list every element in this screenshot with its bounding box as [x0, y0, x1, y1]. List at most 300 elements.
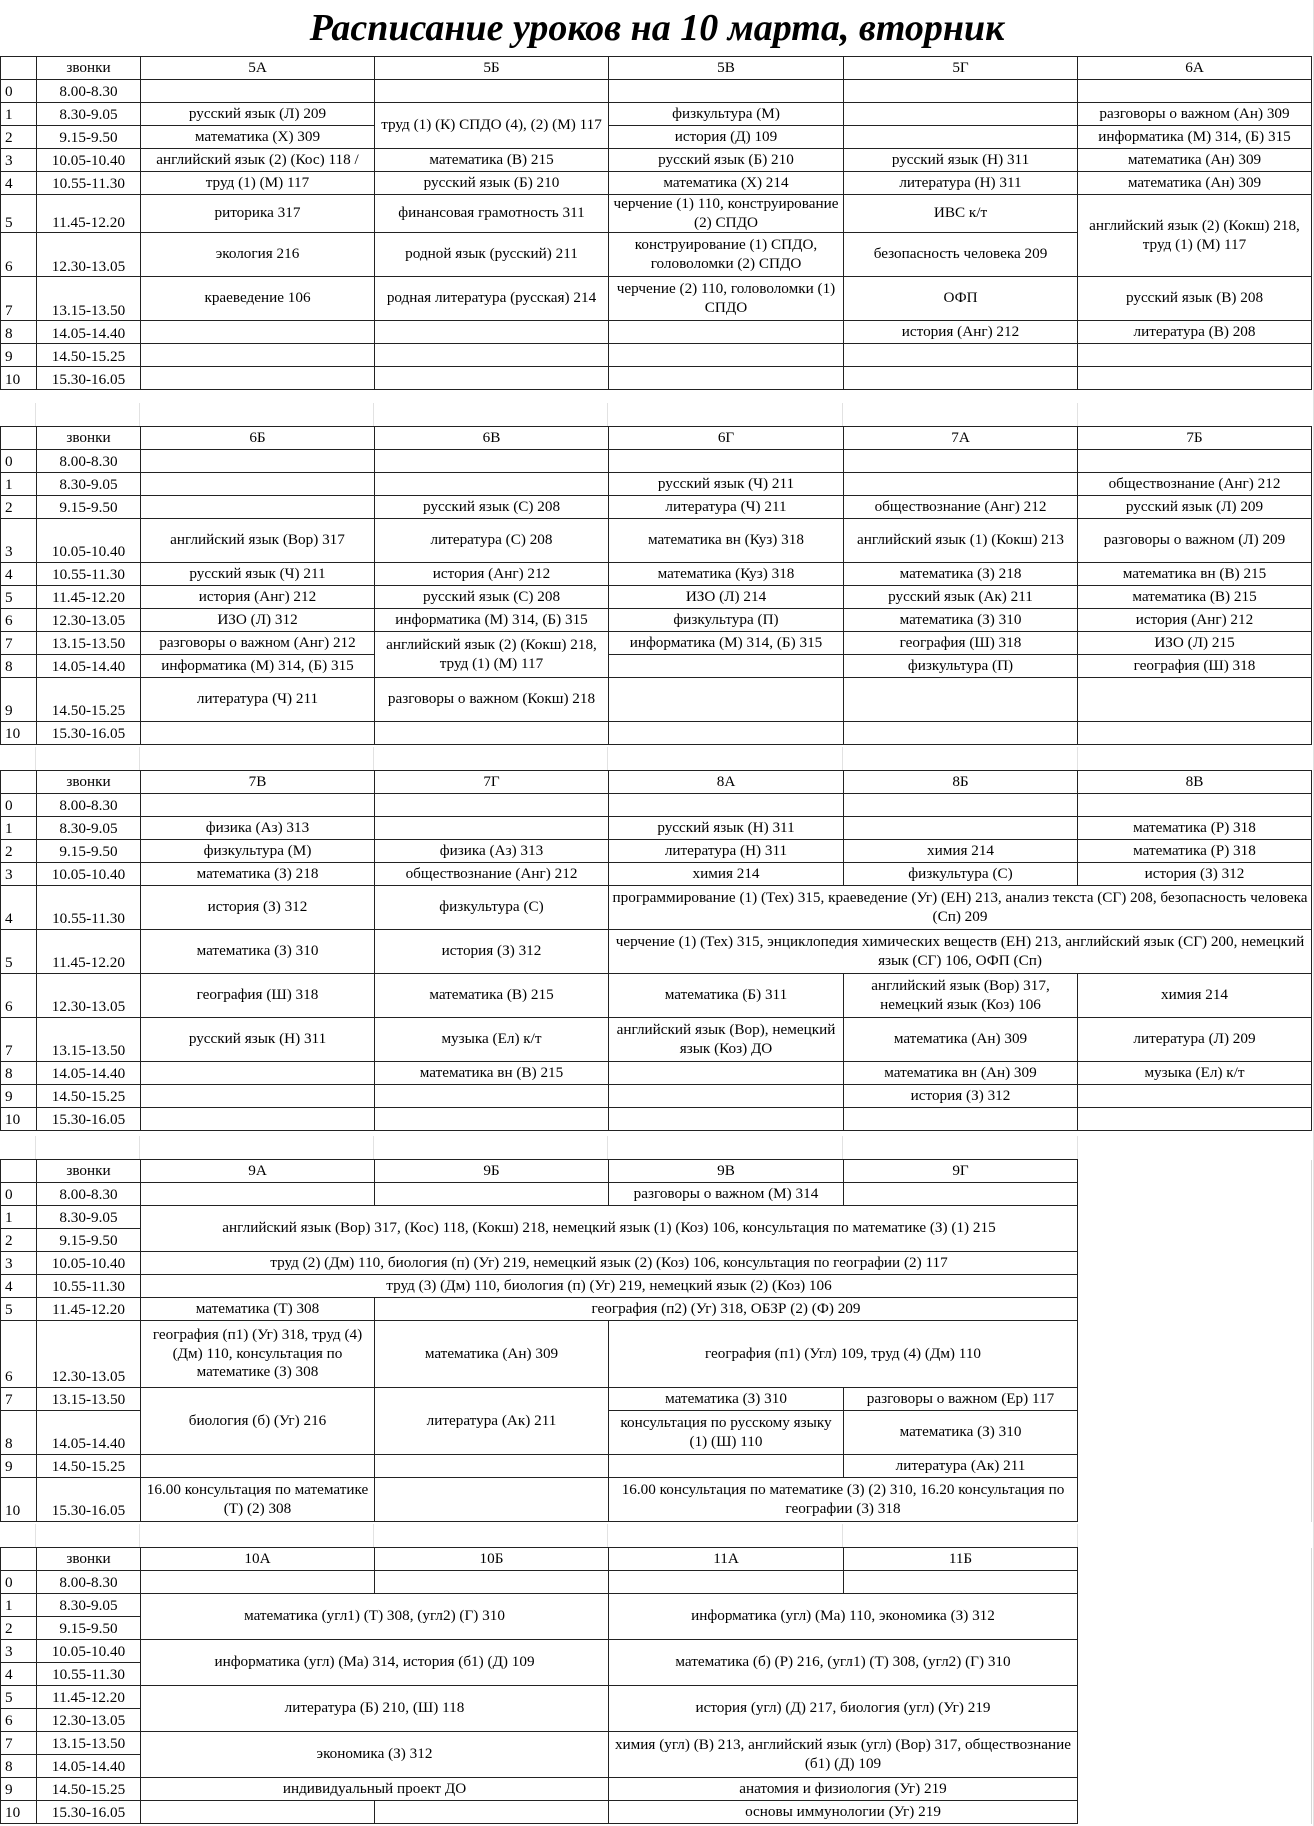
bell-time: 13.15-13.50	[37, 1388, 141, 1411]
bell-time: 11.45-12.20	[37, 586, 141, 609]
bell-time: 10.55-11.30	[37, 172, 141, 195]
lesson-row	[1, 794, 1312, 817]
bell-time: 12.30-13.05	[37, 1321, 141, 1388]
lesson-row	[1, 172, 1312, 195]
bell-time: 12.30-13.05	[37, 233, 141, 277]
lesson-cell: русский язык (Л) 209	[1078, 496, 1312, 519]
lesson-number: 4	[1, 172, 37, 195]
lesson-cell	[609, 1571, 844, 1594]
lesson-cell: литература (Л) 209	[1078, 1018, 1312, 1062]
lesson-cell: ИЗО (Л) 214	[609, 586, 844, 609]
lesson-cell: литература (С) 208	[375, 519, 609, 563]
lesson-row	[1, 840, 1312, 863]
lesson-number: 10	[1, 367, 37, 390]
lesson-cell	[375, 794, 609, 817]
lesson-cell: разговоры о важном (Ер) 117	[844, 1388, 1078, 1411]
lesson-row	[1, 609, 1312, 632]
lesson-row	[1, 817, 1312, 840]
lesson-row	[1, 1732, 1312, 1755]
lesson-cell	[844, 1571, 1078, 1594]
lesson-cell: математика (Ан) 309	[375, 1321, 609, 1388]
lesson-number: 5	[1, 930, 37, 974]
lesson-cell	[1078, 1108, 1312, 1131]
lesson-cell	[1078, 367, 1312, 390]
lesson-row	[1, 586, 1312, 609]
lesson-cell: математика (В) 215	[375, 974, 609, 1018]
lesson-cell: литература (Н) 311	[609, 840, 844, 863]
bell-time: 9.15-9.50	[37, 496, 141, 519]
lesson-cell	[1078, 1206, 1312, 1229]
lesson-cell: математика (З) 218	[141, 863, 375, 886]
lesson-cell	[375, 473, 609, 496]
class-header: 7В	[141, 771, 375, 794]
lesson-cell: литература (Ак) 211	[844, 1455, 1078, 1478]
lesson-cell: математика (З) 218	[844, 563, 1078, 586]
lesson-cell	[1078, 1686, 1312, 1709]
bell-time: 8.30-9.05	[37, 817, 141, 840]
lesson-number: 10	[1, 1108, 37, 1131]
bell-time: 9.15-9.50	[37, 1617, 141, 1640]
lesson-cell: физкультура (П)	[609, 609, 844, 632]
lesson-number: 3	[1, 863, 37, 886]
lesson-cell	[1078, 1388, 1312, 1411]
lesson-cell	[609, 655, 844, 678]
lesson-cell: родная литература (русская) 214	[375, 277, 609, 321]
bell-time: 10.55-11.30	[37, 563, 141, 586]
lesson-cell	[609, 794, 844, 817]
lesson-cell: индивидуальный проект ДО	[141, 1778, 609, 1801]
bell-time: 15.30-16.05	[37, 722, 141, 745]
class-header: 5Б	[375, 57, 609, 80]
bell-time: 8.30-9.05	[37, 1594, 141, 1617]
lesson-cell	[844, 344, 1078, 367]
lesson-cell: английский язык (1) (Кокш) 213	[844, 519, 1078, 563]
lesson-cell: безопасность человека 209	[844, 233, 1078, 277]
lesson-cell: математика (угл1) (Т) 308, (угл2) (Г) 310	[141, 1594, 609, 1640]
lesson-cell	[1078, 1778, 1312, 1801]
lesson-number: 5	[1, 586, 37, 609]
lesson-cell	[1078, 678, 1312, 722]
lesson-number: 6	[1, 233, 37, 277]
lesson-cell: математика (З) 310	[844, 609, 1078, 632]
bell-time: 14.50-15.25	[37, 1778, 141, 1801]
lesson-number: 8	[1, 321, 37, 344]
bell-time: 11.45-12.20	[37, 1298, 141, 1321]
lesson-cell: математика (Р) 318	[1078, 840, 1312, 863]
header-row	[1, 771, 1312, 794]
lesson-cell	[1078, 1617, 1312, 1640]
lesson-cell	[609, 1085, 844, 1108]
lesson-cell	[609, 1062, 844, 1085]
row-number-header	[1, 57, 37, 80]
lesson-cell: история (Д) 109	[609, 126, 844, 149]
lesson-row	[1, 1108, 1312, 1131]
bell-time: 13.15-13.50	[37, 1018, 141, 1062]
class-header: 11А	[609, 1548, 844, 1571]
lesson-cell: русский язык (Ч) 211	[609, 473, 844, 496]
lesson-cell	[844, 1183, 1078, 1206]
lesson-cell	[1078, 1801, 1312, 1824]
lesson-row	[1, 103, 1312, 126]
lesson-cell	[1078, 1594, 1312, 1617]
lesson-cell	[141, 367, 375, 390]
bell-time: 15.30-16.05	[37, 367, 141, 390]
bell-time: 8.30-9.05	[37, 103, 141, 126]
bell-time: 9.15-9.50	[37, 840, 141, 863]
lesson-cell: разговоры о важном (Анг) 212	[141, 632, 375, 655]
lesson-cell: экономика (З) 312	[141, 1732, 609, 1778]
lesson-cell	[375, 321, 609, 344]
lesson-row	[1, 473, 1312, 496]
lesson-row	[1, 1594, 1312, 1617]
class-header: 10Б	[375, 1548, 609, 1571]
lesson-cell: математика (В) 215	[375, 149, 609, 172]
lesson-cell: труд (2) (Дм) 110, биология (п) (Уг) 219, немецкий язык (2) (Коз) 106, консультация по географии (2) 117	[141, 1252, 1078, 1275]
bell-time: 13.15-13.50	[37, 632, 141, 655]
lesson-number: 6	[1, 1709, 37, 1732]
lesson-cell: труд (1) (М) 117	[141, 172, 375, 195]
lesson-cell: английский язык (2) (Кос) 118 /	[141, 149, 375, 172]
lesson-number: 5	[1, 1686, 37, 1709]
lesson-cell: разговоры о важном (Ан) 309	[1078, 103, 1312, 126]
lesson-cell	[141, 473, 375, 496]
bell-time: 10.05-10.40	[37, 519, 141, 563]
lesson-number: 8	[1, 655, 37, 678]
lesson-cell: разговоры о важном (Кокш) 218	[375, 678, 609, 722]
lesson-cell	[844, 126, 1078, 149]
lesson-cell	[609, 722, 844, 745]
lesson-number: 2	[1, 496, 37, 519]
header-row	[1, 1548, 1312, 1571]
lesson-cell: литература (Ч) 211	[609, 496, 844, 519]
lesson-number: 10	[1, 1478, 37, 1522]
lesson-cell: литература (В) 208	[1078, 321, 1312, 344]
row-number-header	[1, 427, 37, 450]
bells-header: звонки	[37, 57, 141, 80]
schedule-block-9	[0, 1159, 1312, 1522]
lesson-cell: английский язык (2) (Кокш) 218, труд (1) (М) 117	[375, 632, 609, 678]
bell-time: 14.50-15.25	[37, 1455, 141, 1478]
lesson-cell: математика (Ан) 309	[1078, 149, 1312, 172]
lesson-cell: труд (1) (К) СПДО (4), (2) (М) 117	[375, 103, 609, 149]
lesson-row	[1, 126, 1312, 149]
lesson-row	[1, 519, 1312, 563]
lesson-row	[1, 1018, 1312, 1062]
lesson-number: 9	[1, 1085, 37, 1108]
bell-time: 10.55-11.30	[37, 886, 141, 930]
row-number-header	[1, 771, 37, 794]
lesson-cell	[375, 450, 609, 473]
lesson-cell	[1078, 1229, 1312, 1252]
class-header: 7Б	[1078, 427, 1312, 450]
lesson-number: 9	[1, 1455, 37, 1478]
lesson-cell: география (Ш) 318	[1078, 655, 1312, 678]
lesson-cell: труд (3) (Дм) 110, биология (п) (Уг) 219, немецкий язык (2) (Коз) 106	[141, 1275, 1078, 1298]
lesson-cell	[141, 1085, 375, 1108]
class-header: 8А	[609, 771, 844, 794]
lesson-cell	[141, 496, 375, 519]
lesson-cell: разговоры о важном (М) 314	[609, 1183, 844, 1206]
lesson-number: 4	[1, 563, 37, 586]
lesson-row	[1, 563, 1312, 586]
lesson-cell: литература (Б) 210, (Ш) 118	[141, 1686, 609, 1732]
lesson-number: 3	[1, 519, 37, 563]
lesson-row	[1, 1388, 1312, 1411]
lesson-cell	[844, 450, 1078, 473]
lesson-cell: программирование (1) (Тех) 315, краеведение (Уг) (ЕН) 213, анализ текста (СГ) 208, безопасность человека (Сп) 209	[609, 886, 1312, 930]
lesson-cell	[1078, 1709, 1312, 1732]
lesson-cell	[1078, 1478, 1312, 1522]
spacer-row	[0, 747, 1314, 770]
lesson-cell	[1078, 1640, 1312, 1663]
bell-time: 13.15-13.50	[37, 277, 141, 321]
lesson-row	[1, 722, 1312, 745]
lesson-cell	[141, 794, 375, 817]
lesson-row	[1, 1206, 1312, 1229]
bell-time: 12.30-13.05	[37, 974, 141, 1018]
lesson-number: 3	[1, 1252, 37, 1275]
lesson-cell: черчение (1) (Тех) 315, энциклопедия химических веществ (ЕН) 213, английский язык (СГ) 200, немецкий язык (СГ) 106, ОФП (Сп)	[609, 930, 1312, 974]
lesson-number: 2	[1, 1229, 37, 1252]
lesson-cell: физкультура (М)	[609, 103, 844, 126]
lesson-cell	[141, 450, 375, 473]
bell-time: 9.15-9.50	[37, 1229, 141, 1252]
bell-time: 8.30-9.05	[37, 473, 141, 496]
lesson-cell	[141, 1183, 375, 1206]
bell-time: 10.05-10.40	[37, 863, 141, 886]
lesson-cell: английский язык (Вор), немецкий язык (Коз) ДО	[609, 1018, 844, 1062]
lesson-number: 6	[1, 1321, 37, 1388]
lesson-cell: математика (Ан) 309	[844, 1018, 1078, 1062]
class-header: 5В	[609, 57, 844, 80]
lesson-cell: обществознание (Анг) 212	[844, 496, 1078, 519]
class-header: 6Г	[609, 427, 844, 450]
lesson-row	[1, 80, 1312, 103]
lesson-cell	[375, 722, 609, 745]
bell-time: 14.50-15.25	[37, 678, 141, 722]
lesson-number: 4	[1, 886, 37, 930]
lesson-cell: математика вн (В) 215	[375, 1062, 609, 1085]
lesson-cell: физкультура (С)	[844, 863, 1078, 886]
lesson-cell: русский язык (Н) 311	[844, 149, 1078, 172]
lesson-cell: экология 216	[141, 233, 375, 277]
lesson-cell	[375, 80, 609, 103]
lesson-row	[1, 1571, 1312, 1594]
lesson-number: 8	[1, 1411, 37, 1455]
lesson-row	[1, 1640, 1312, 1663]
spacer-row	[0, 403, 1314, 426]
lesson-row	[1, 1801, 1312, 1824]
lesson-cell: финансовая грамотность 311	[375, 195, 609, 233]
lesson-cell: математика вн (Куз) 318	[609, 519, 844, 563]
lesson-cell	[609, 321, 844, 344]
lesson-row	[1, 678, 1312, 722]
lesson-row	[1, 1455, 1312, 1478]
bells-header: звонки	[37, 1160, 141, 1183]
lesson-cell	[1078, 1183, 1312, 1206]
lesson-number: 7	[1, 1732, 37, 1755]
lesson-cell: история (Анг) 212	[141, 586, 375, 609]
lesson-cell	[1078, 1663, 1312, 1686]
lesson-number: 3	[1, 1640, 37, 1663]
lesson-cell: основы иммунологии (Уг) 219	[609, 1801, 1078, 1824]
lesson-cell	[1078, 1411, 1312, 1455]
lesson-cell: русский язык (Ч) 211	[141, 563, 375, 586]
bell-time: 10.05-10.40	[37, 149, 141, 172]
lesson-cell: математика (Р) 318	[1078, 817, 1312, 840]
lesson-number: 2	[1, 126, 37, 149]
lesson-cell: математика (Х) 214	[609, 172, 844, 195]
lesson-cell: математика (Т) 308	[141, 1298, 375, 1321]
lesson-number: 0	[1, 450, 37, 473]
bell-time: 13.15-13.50	[37, 1732, 141, 1755]
lesson-number: 1	[1, 1206, 37, 1229]
lesson-row	[1, 1062, 1312, 1085]
lesson-cell: география (Ш) 318	[141, 974, 375, 1018]
lesson-number: 9	[1, 678, 37, 722]
lesson-number: 10	[1, 722, 37, 745]
lesson-cell: английский язык (2) (Кокш) 218, труд (1) (М) 117	[1078, 195, 1312, 277]
bell-time: 8.00-8.30	[37, 1571, 141, 1594]
lesson-cell	[844, 80, 1078, 103]
lesson-number: 4	[1, 1663, 37, 1686]
lesson-cell: информатика (М) 314, (Б) 315	[375, 609, 609, 632]
lesson-cell: русский язык (Н) 311	[609, 817, 844, 840]
lesson-number: 1	[1, 1594, 37, 1617]
class-header: 10А	[141, 1548, 375, 1571]
lesson-cell: литература (Ч) 211	[141, 678, 375, 722]
lesson-number: 7	[1, 1388, 37, 1411]
lesson-cell: ИЗО (Л) 215	[1078, 632, 1312, 655]
lesson-cell: литература (Н) 311	[844, 172, 1078, 195]
lesson-cell: физика (Аз) 313	[375, 840, 609, 863]
lesson-cell: информатика (угл) (Ма) 314, история (б1) (Д) 109	[141, 1640, 609, 1686]
bell-time: 8.00-8.30	[37, 794, 141, 817]
class-header: 7Г	[375, 771, 609, 794]
schedule-block-7-8c	[0, 770, 1312, 1131]
lesson-cell: история (Анг) 212	[1078, 609, 1312, 632]
lesson-number: 6	[1, 609, 37, 632]
class-header	[1078, 1160, 1312, 1183]
lesson-cell	[1078, 794, 1312, 817]
lesson-cell: математика (В) 215	[1078, 586, 1312, 609]
class-header: 5А	[141, 57, 375, 80]
lesson-cell: 16.00 консультация по математике (Т) (2) 308	[141, 1478, 375, 1522]
bell-time: 11.45-12.20	[37, 195, 141, 233]
lesson-cell: обществознание (Анг) 212	[375, 863, 609, 886]
lesson-cell	[609, 1108, 844, 1131]
lesson-cell: физкультура (С)	[375, 886, 609, 930]
bell-time: 10.55-11.30	[37, 1663, 141, 1686]
lesson-cell: химия 214	[844, 840, 1078, 863]
lesson-cell: английский язык (Вор) 317, (Кос) 118, (Кокш) 218, немецкий язык (1) (Коз) 106, консультация по математике (З) (1) 215	[141, 1206, 1078, 1252]
lesson-row	[1, 974, 1312, 1018]
bell-time: 8.30-9.05	[37, 1206, 141, 1229]
lesson-cell: информатика (М) 314, (Б) 315	[609, 632, 844, 655]
lesson-cell: риторика 317	[141, 195, 375, 233]
lesson-cell: русский язык (Б) 210	[609, 149, 844, 172]
lesson-cell: ИВС к/т	[844, 195, 1078, 233]
lesson-cell	[844, 817, 1078, 840]
lesson-cell: география (п1) (Угл) 109, труд (4) (Дм) 110	[609, 1321, 1078, 1388]
lesson-number: 0	[1, 80, 37, 103]
lesson-cell: русский язык (Л) 209	[141, 103, 375, 126]
bell-time: 14.05-14.40	[37, 1411, 141, 1455]
bell-time: 8.00-8.30	[37, 80, 141, 103]
lesson-cell: история (угл) (Д) 217, биология (угл) (Уг) 219	[609, 1686, 1078, 1732]
lesson-cell	[375, 344, 609, 367]
lesson-cell: математика (З) 310	[141, 930, 375, 974]
lesson-cell: математика вн (В) 215	[1078, 563, 1312, 586]
lesson-number: 1	[1, 473, 37, 496]
bells-header: звонки	[37, 771, 141, 794]
class-header: 6В	[375, 427, 609, 450]
bell-time: 14.05-14.40	[37, 655, 141, 678]
lesson-number: 7	[1, 277, 37, 321]
lesson-cell: литература (Ак) 211	[375, 1388, 609, 1455]
lesson-cell: русский язык (Н) 311	[141, 1018, 375, 1062]
lesson-cell: история (З) 312	[141, 886, 375, 930]
lesson-row	[1, 1085, 1312, 1108]
lesson-row	[1, 367, 1312, 390]
lesson-cell	[844, 794, 1078, 817]
lesson-cell	[141, 1455, 375, 1478]
class-header: 8Б	[844, 771, 1078, 794]
lesson-number: 7	[1, 632, 37, 655]
bell-time: 8.00-8.30	[37, 450, 141, 473]
lesson-cell: математика (б) (Р) 216, (угл1) (Т) 308, (угл2) (Г) 310	[609, 1640, 1078, 1686]
lesson-cell	[1078, 1455, 1312, 1478]
lesson-cell: математика (З) 310	[844, 1411, 1078, 1455]
lesson-row	[1, 1298, 1312, 1321]
lesson-cell: английский язык (Вор) 317	[141, 519, 375, 563]
schedule-block-5-6a	[0, 56, 1312, 390]
class-header: 9Г	[844, 1160, 1078, 1183]
lesson-cell	[141, 1108, 375, 1131]
lesson-cell: математика (Х) 309	[141, 126, 375, 149]
lesson-cell	[609, 678, 844, 722]
lesson-cell	[141, 1571, 375, 1594]
lesson-row	[1, 1478, 1312, 1522]
lesson-cell: информатика (угл) (Ма) 110, экономика (З) 312	[609, 1594, 1078, 1640]
lesson-row	[1, 655, 1312, 678]
lesson-cell: черчение (1) 110, конструирование (2) СПДО	[609, 195, 844, 233]
lesson-row	[1, 1686, 1312, 1709]
lesson-cell	[141, 1801, 375, 1824]
lesson-cell: краеведение 106	[141, 277, 375, 321]
lesson-cell	[375, 1108, 609, 1131]
lesson-cell	[1078, 450, 1312, 473]
bell-time: 14.05-14.40	[37, 1062, 141, 1085]
lesson-cell: математика (Б) 311	[609, 974, 844, 1018]
lesson-cell: математика (Ан) 309	[1078, 172, 1312, 195]
bell-time: 14.05-14.40	[37, 321, 141, 344]
lesson-cell: информатика (М) 314, (Б) 315	[1078, 126, 1312, 149]
bell-time: 10.55-11.30	[37, 1275, 141, 1298]
lesson-row	[1, 344, 1312, 367]
class-header: 9В	[609, 1160, 844, 1183]
lesson-cell	[844, 103, 1078, 126]
lesson-cell	[1078, 1085, 1312, 1108]
lesson-number: 7	[1, 1018, 37, 1062]
lesson-number: 9	[1, 1778, 37, 1801]
header-row	[1, 427, 1312, 450]
lesson-row	[1, 149, 1312, 172]
lesson-number: 10	[1, 1801, 37, 1824]
bell-time: 14.50-15.25	[37, 344, 141, 367]
lesson-cell	[1078, 344, 1312, 367]
bell-time: 10.05-10.40	[37, 1640, 141, 1663]
